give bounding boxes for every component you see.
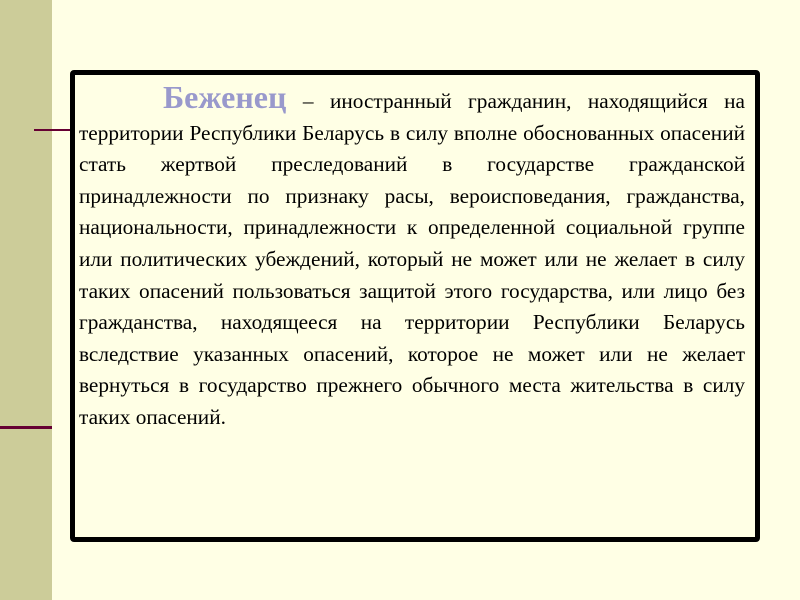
definition-paragraph: [79, 79, 745, 434]
accent-line-left: [0, 426, 52, 429]
definition-text: – иностранный гражданин, находящийся на территории Республики Беларусь в силу вполне обоснованных опасений стать жертвой преследований в государстве гражданской принадлежности по признаку расы, вероисповедания, гражданства, национальности, принадлежности к определенной социальной группе или политических убеждений, который не может или не желает в силу таких опасений пользоваться защитой этого государства, или лицо без гражданства, находящееся на территории Республики Беларусь вследствие указанных опасений, которое не может или не желает вернуться в государство прежнего обычного места жительства в силу таких опасений.: [79, 89, 745, 429]
term-heading: Беженец: [163, 79, 287, 115]
definition-box: [70, 70, 760, 542]
side-bar-decoration: [0, 0, 52, 600]
